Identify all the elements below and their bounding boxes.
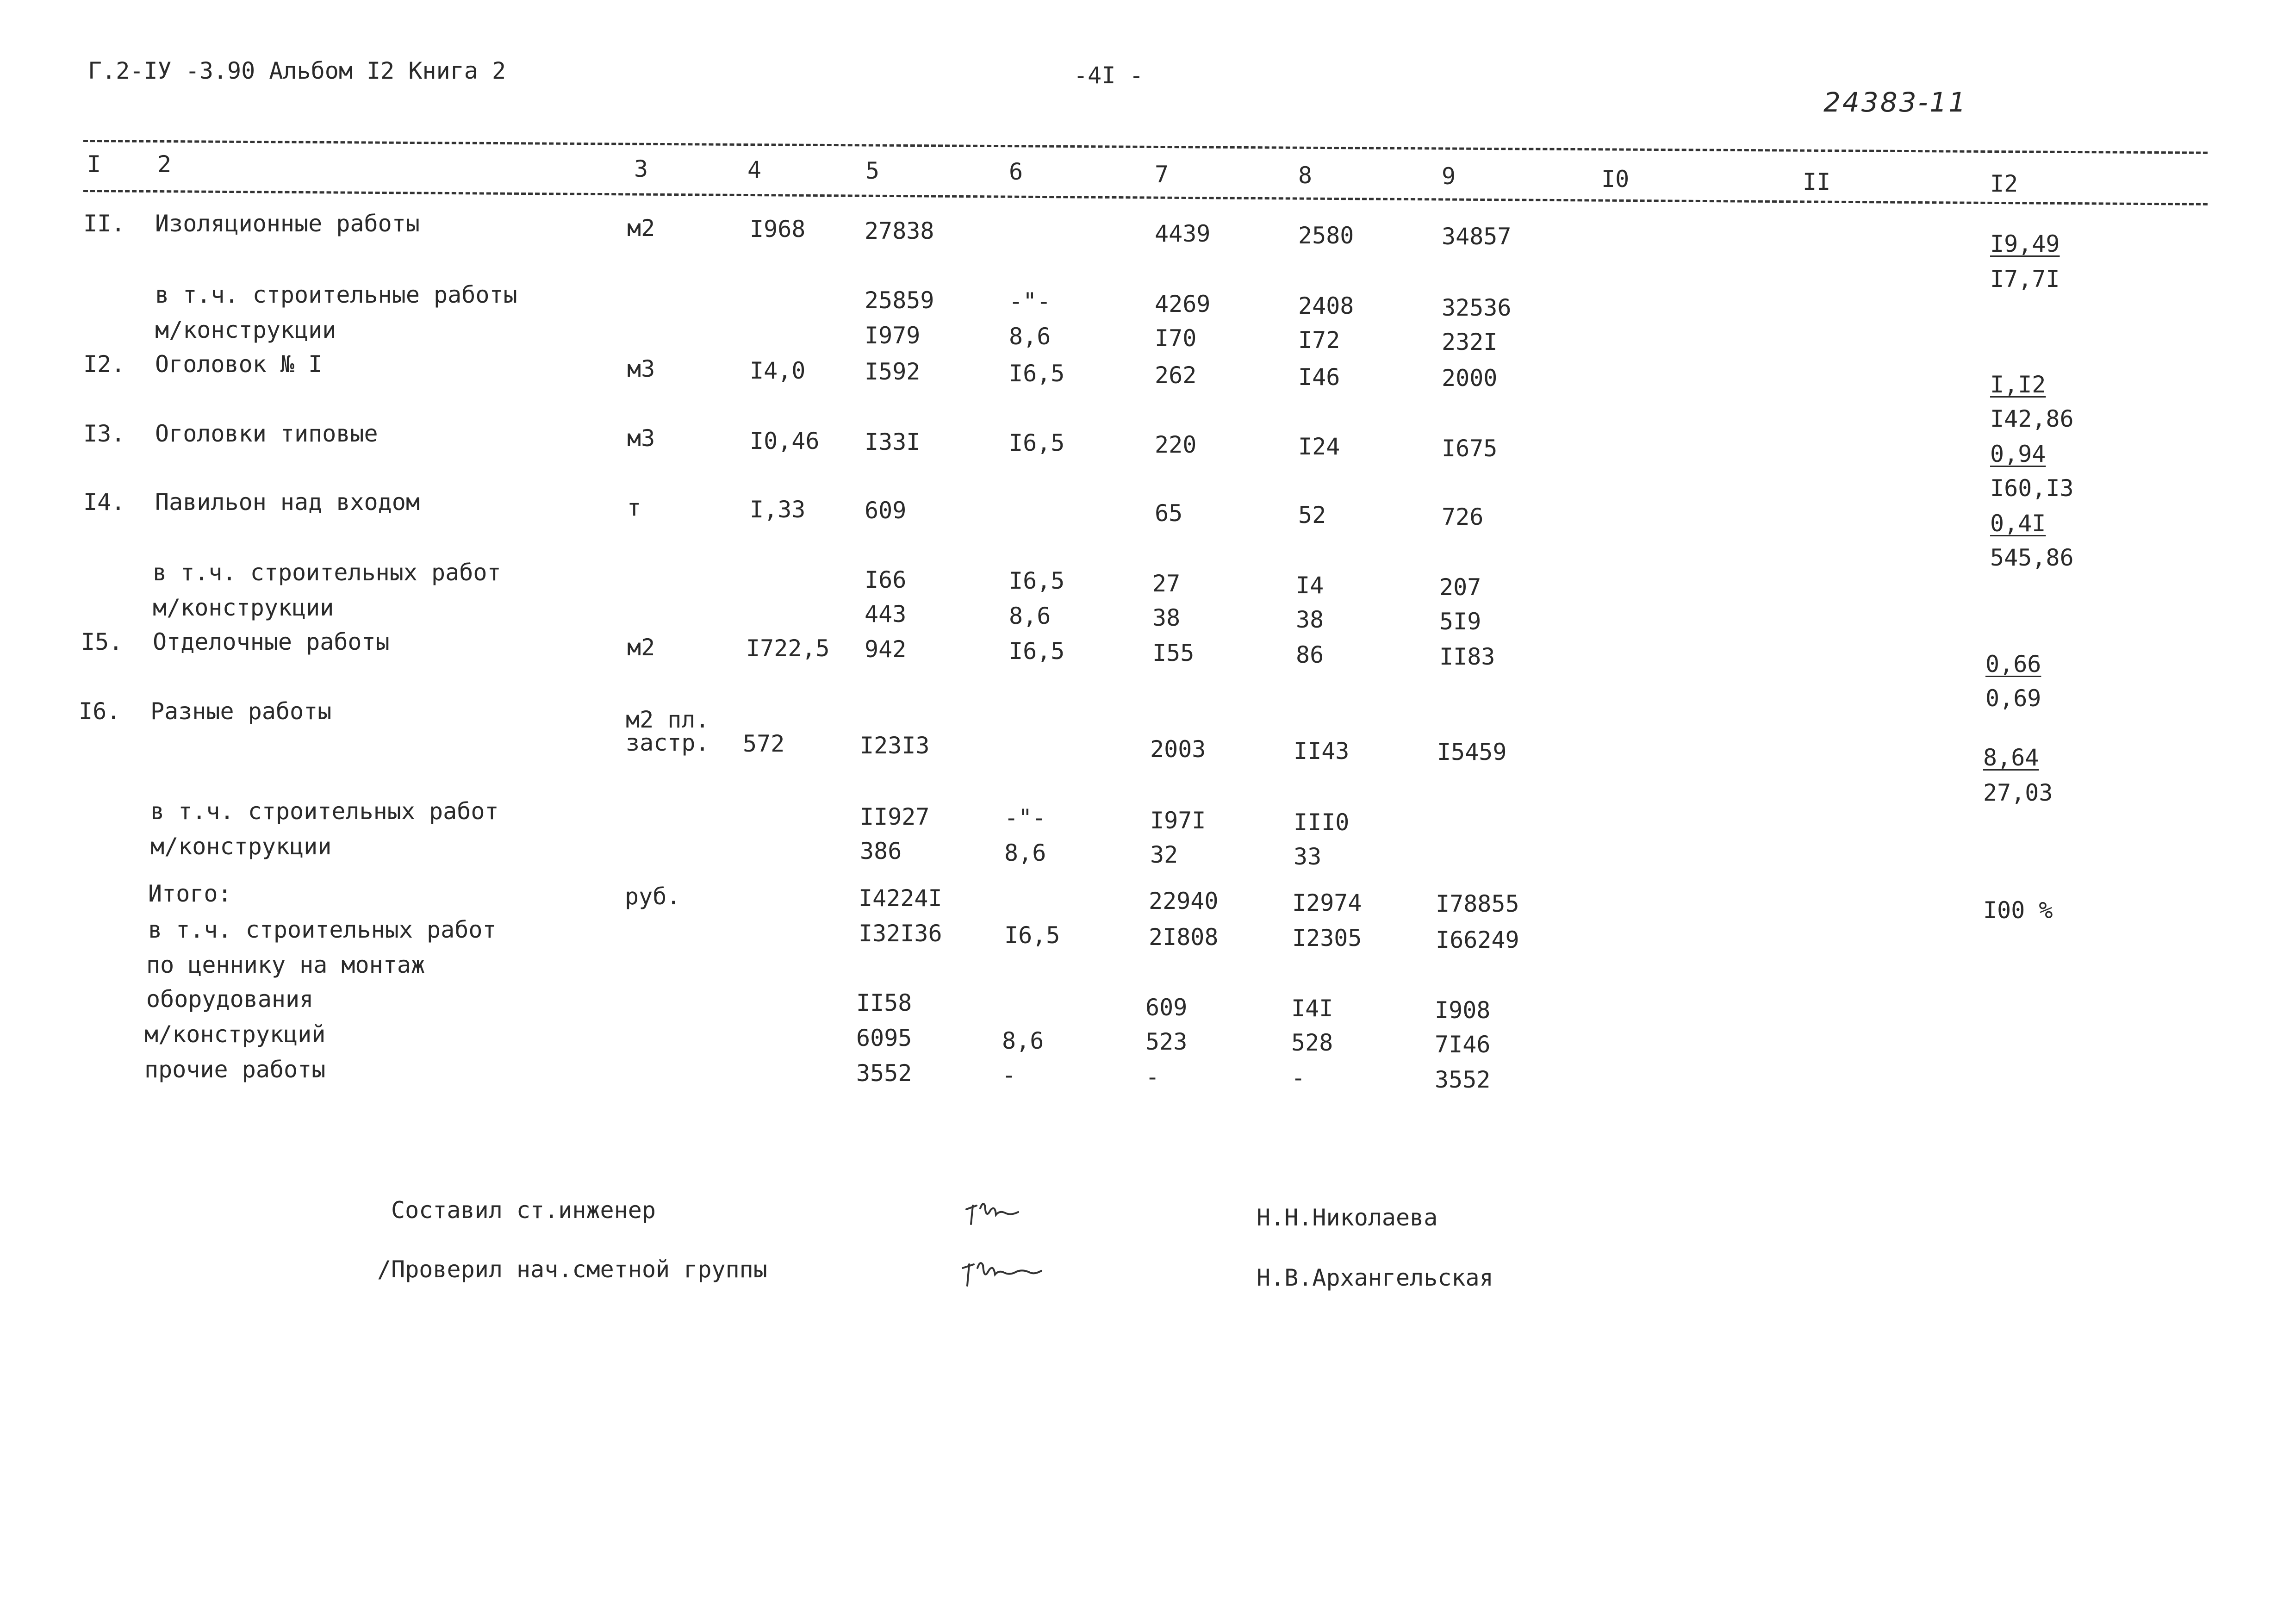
- cell-col8: I24: [1298, 433, 1340, 460]
- unit: м2: [627, 215, 655, 242]
- cell-col7: 4269: [1155, 291, 1211, 317]
- cell-col7: 65: [1155, 500, 1183, 527]
- cell-col4: 572: [743, 730, 785, 757]
- unit: м2 пл.: [626, 706, 709, 733]
- column-header-11: II: [1803, 168, 1831, 195]
- row-number: I3.: [83, 420, 125, 447]
- cell-col7: 32: [1150, 841, 1178, 868]
- compiled-signature: [963, 1192, 1037, 1229]
- checked-by-name: Н.В.Архангельская: [1257, 1264, 1493, 1291]
- cell-col8: I46: [1298, 364, 1340, 391]
- cell-col12-secondary: 27,03: [1983, 779, 2053, 806]
- cell-col5: 6095: [856, 1025, 912, 1051]
- cell-col4: I722,5: [746, 635, 830, 662]
- column-header-12: I2: [1990, 170, 2018, 197]
- column-header-3: 3: [634, 155, 648, 182]
- cell-col8: I72: [1298, 327, 1340, 354]
- unit: м3: [627, 355, 655, 382]
- cell-col5: 609: [865, 497, 907, 524]
- cell-col5: 27838: [865, 218, 934, 244]
- work-name: Павильон над входом: [155, 489, 420, 516]
- cell-col8: III0: [1294, 809, 1350, 836]
- work-name: Отделочные работы: [153, 628, 390, 655]
- cell-col9: 7I46: [1435, 1031, 1491, 1058]
- cell-col5: I32I36: [859, 920, 942, 947]
- work-name: Изоляционные работы: [155, 210, 420, 237]
- work-name: в т.ч. строительные работы: [155, 281, 517, 308]
- cell-col8: 38: [1296, 606, 1324, 633]
- cell-col8: I4: [1296, 572, 1324, 599]
- cell-col12-secondary: I60,I3: [1990, 475, 2074, 502]
- column-header-1: I: [87, 151, 101, 178]
- cell-col4: I,33: [750, 496, 806, 523]
- cell-col8: 33: [1294, 843, 1322, 870]
- cell-col9: 232I: [1442, 329, 1498, 355]
- cell-col9: I908: [1435, 997, 1491, 1024]
- column-header-2: 2: [157, 151, 172, 178]
- cell-col8: 52: [1298, 502, 1326, 529]
- cell-col7: I55: [1152, 640, 1195, 666]
- cell-col7: I97I: [1150, 807, 1206, 834]
- cell-col8: -: [1291, 1064, 1306, 1091]
- cell-col9: II83: [1439, 643, 1495, 670]
- row-number: II.: [83, 210, 125, 237]
- cell-col7: 523: [1145, 1028, 1188, 1055]
- cell-col12: 0,4I: [1990, 510, 2046, 537]
- cell-col12: 8,64: [1983, 744, 2039, 771]
- cell-col7: 2I808: [1149, 924, 1219, 951]
- cell-col5: I33I: [865, 429, 921, 455]
- column-header-9: 9: [1442, 163, 1456, 190]
- compiled-by-label: Составил ст.инженер: [391, 1197, 656, 1224]
- cell-col12: I00 %: [1983, 897, 2053, 924]
- cell-col6: -"-: [1009, 288, 1051, 315]
- work-name: Оголовки типовые: [155, 420, 378, 447]
- row-number: I5.: [81, 628, 123, 655]
- cell-col5: I23I3: [860, 732, 930, 759]
- work-name: по ценнику на монтаж: [146, 951, 425, 978]
- cell-col7: I70: [1155, 325, 1197, 352]
- cell-col7: 220: [1155, 431, 1197, 458]
- cell-col8: 2408: [1298, 292, 1354, 319]
- cell-col9: 726: [1442, 504, 1484, 530]
- cell-col12-secondary: 0,69: [1985, 685, 2041, 712]
- cell-col9: 2000: [1442, 365, 1498, 392]
- cell-col7: 27: [1152, 570, 1181, 597]
- work-name: в т.ч. строительных работ: [150, 798, 499, 825]
- cell-col5: II927: [860, 803, 930, 830]
- row-number: I4.: [83, 489, 125, 516]
- cell-col7: 22940: [1149, 888, 1219, 914]
- column-header-7: 7: [1155, 161, 1169, 188]
- cell-col6: 8,6: [1009, 603, 1051, 629]
- work-name: в т.ч. строительных работ: [153, 559, 501, 586]
- cell-col4: I0,46: [750, 428, 820, 454]
- cell-col5: I979: [865, 322, 921, 349]
- column-header-10: I0: [1601, 166, 1630, 193]
- cell-col12-secondary: I42,86: [1990, 405, 2074, 432]
- cell-col9: 3552: [1435, 1066, 1491, 1093]
- cell-col5: I592: [865, 358, 921, 385]
- cell-col12-secondary: 545,86: [1990, 544, 2074, 571]
- cell-col9: 34857: [1442, 223, 1512, 250]
- work-name: м/конструкции: [153, 594, 334, 621]
- header-rule-top: [83, 140, 2208, 154]
- work-name: прочие работы: [144, 1056, 326, 1083]
- page-number: -4I -: [1074, 62, 1144, 89]
- cell-col5: I4224I: [859, 885, 942, 912]
- column-header-6: 6: [1009, 158, 1023, 185]
- unit: м3: [627, 425, 655, 452]
- compiled-by-name: Н.Н.Николаева: [1257, 1204, 1438, 1231]
- cell-col8: II43: [1294, 738, 1350, 765]
- row-number: I2.: [83, 351, 125, 378]
- unit: м2: [627, 634, 655, 661]
- column-header-4: 4: [747, 156, 762, 183]
- cell-col8: 528: [1291, 1029, 1333, 1056]
- work-name: в т.ч. строительных работ: [148, 916, 497, 943]
- cell-col7: -: [1145, 1063, 1160, 1090]
- cell-col8: I4I: [1291, 995, 1333, 1022]
- cell-col8: 86: [1296, 641, 1324, 668]
- cell-col6: -: [1002, 1062, 1016, 1088]
- cell-col8: 2580: [1298, 222, 1354, 249]
- work-name: оборудования: [146, 986, 314, 1013]
- cell-col5: 942: [865, 636, 907, 663]
- header-rule-bottom: [83, 190, 2208, 205]
- cell-col4: I968: [750, 216, 806, 243]
- cell-col9: I66249: [1436, 927, 1519, 953]
- cell-col6: 8,6: [1004, 839, 1046, 866]
- cell-col6: I6,5: [1004, 922, 1060, 949]
- cell-col9: I78855: [1436, 890, 1519, 917]
- cell-col6: I6,5: [1009, 638, 1065, 665]
- cell-col7: 2003: [1150, 736, 1206, 763]
- cell-col12: 0,66: [1985, 651, 2041, 678]
- unit-continuation: застр.: [626, 729, 709, 756]
- work-name: м/конструкций: [144, 1021, 326, 1048]
- unit: т: [627, 494, 641, 521]
- total-label: Итого:: [148, 880, 232, 907]
- cell-col5: II58: [856, 989, 912, 1016]
- work-name: м/конструкции: [155, 317, 336, 343]
- column-header-5: 5: [865, 157, 880, 184]
- cell-col6: I6,5: [1009, 429, 1065, 456]
- cell-col9: 207: [1439, 574, 1481, 601]
- cell-col6: -"-: [1004, 804, 1046, 831]
- cell-col6: 8,6: [1002, 1027, 1044, 1054]
- work-name: Оголовок № I: [155, 351, 323, 378]
- document-code: Г.2-IУ -3.90 Альбом I2 Книга 2: [88, 57, 506, 84]
- cell-col9: 32536: [1442, 294, 1512, 321]
- checked-signature: [958, 1250, 1051, 1291]
- cell-col8: I2305: [1292, 925, 1362, 951]
- cell-col7: 38: [1152, 604, 1181, 631]
- cell-col6: I6,5: [1009, 567, 1065, 594]
- cell-col8: I2974: [1292, 889, 1362, 916]
- cell-col12: I7,7I: [1990, 266, 2060, 292]
- archive-stamp-number: 24383-11: [1823, 87, 1968, 118]
- cell-col9: I675: [1442, 435, 1498, 462]
- cell-col7: 609: [1145, 994, 1188, 1021]
- cell-col6: 8,6: [1009, 323, 1051, 350]
- cell-col9: I5459: [1437, 739, 1507, 765]
- unit: руб.: [625, 883, 681, 910]
- checked-by-label: /Проверил нач.сметной группы: [377, 1256, 767, 1283]
- work-name: м/конструкции: [150, 833, 332, 860]
- cell-col6: I6,5: [1009, 360, 1065, 387]
- cell-col5: 443: [865, 601, 907, 628]
- cell-col12: 0,94: [1990, 441, 2046, 467]
- cell-col7: 262: [1155, 362, 1197, 389]
- cell-col12: I,I2: [1990, 371, 2046, 398]
- work-name: Разные работы: [150, 698, 332, 725]
- cell-col5: 3552: [856, 1060, 912, 1087]
- cell-col4: I4,0: [750, 357, 806, 384]
- column-header-8: 8: [1298, 162, 1313, 189]
- cell-col12: I9,49: [1990, 230, 2060, 257]
- cell-col5: 25859: [865, 287, 934, 314]
- cell-col7: 4439: [1155, 220, 1211, 247]
- row-number: I6.: [79, 698, 121, 725]
- cell-col5: I66: [865, 566, 907, 593]
- cell-col9: 5I9: [1439, 608, 1481, 635]
- cell-col5: 386: [860, 838, 902, 864]
